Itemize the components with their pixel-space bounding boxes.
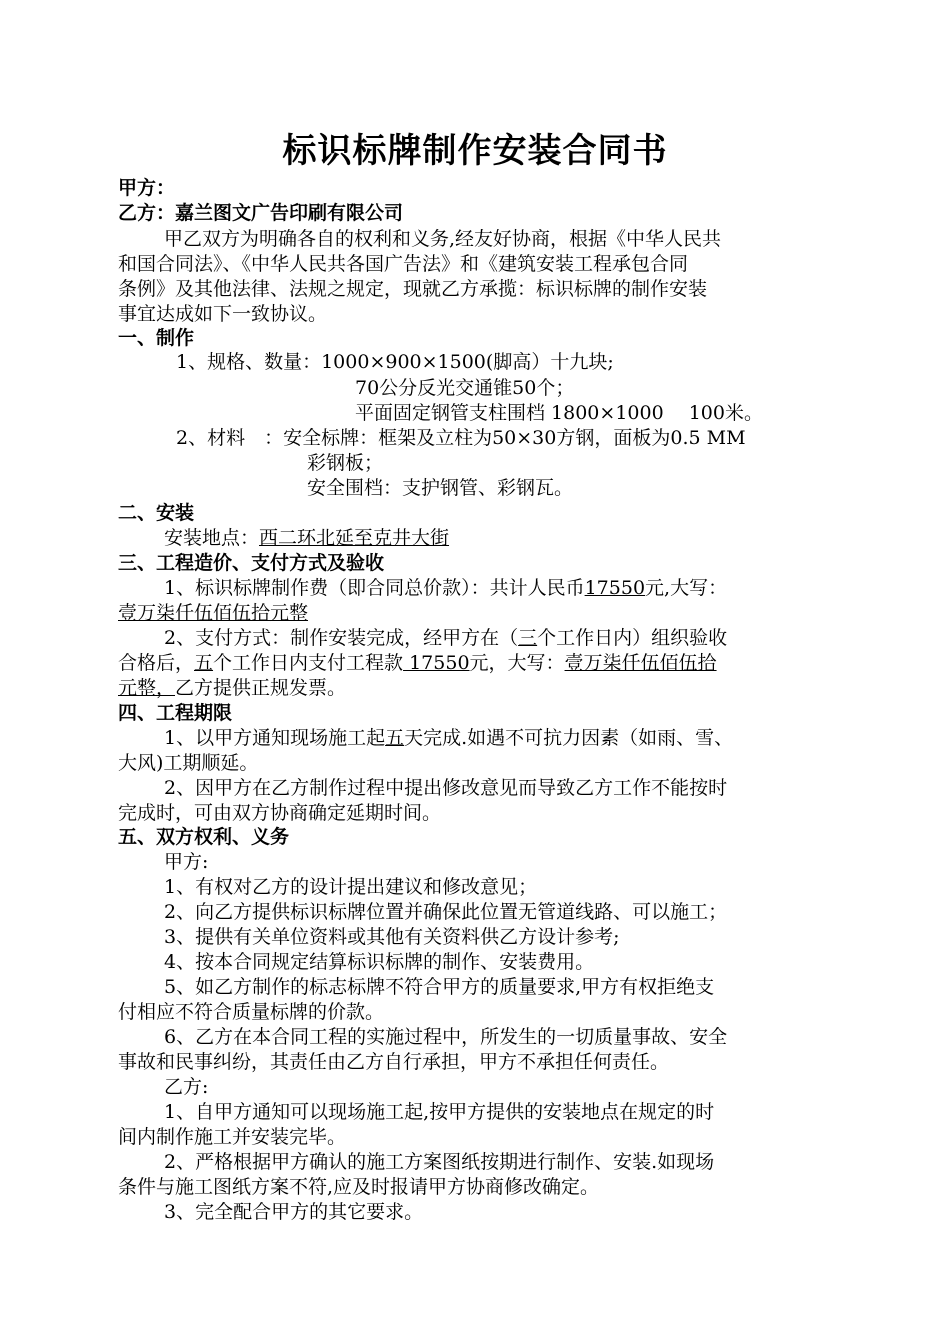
material-line: 2、材料 ：安全标牌：框架及立柱为50×30方钢，面板为0.5 MM (176, 427, 746, 449)
intro-line: 事宜达成如下一致协议。 (118, 303, 328, 325)
schedule-line: 2、因甲方在乙方制作过程中提出修改意见而导致乙方工作不能按时 (164, 777, 728, 799)
section-heading-production: 一、制作 (118, 327, 195, 349)
install-location-line (164, 526, 884, 550)
payment-text: 个工作日内支付工程款 (213, 652, 404, 674)
duty-line: 事故和民事纠纷，其责任由乙方自行承担，甲方不承担任何责任。 (118, 1051, 670, 1073)
party-a-duties-label: 甲方: (164, 851, 209, 873)
price-words: 壹万柒仟伍佰伍拾元整 (118, 602, 309, 624)
section-heading-schedule: 四、工程期限 (118, 702, 233, 724)
schedule-days: 五 (385, 727, 405, 749)
payment-text: 合格后， (118, 652, 195, 674)
section-heading-installation: 二、安装 (118, 502, 195, 524)
intro-line: 甲乙双方为明确各自的权利和义务,经友好协商，根据《中华人民共 (164, 228, 722, 250)
duty-line: 2、向乙方提供标识标牌位置并确保此位置无管道线路、可以施工； (164, 901, 728, 923)
install-location-value: 西二环北延至克井大街 (259, 527, 450, 549)
party-b-duties-label: 乙方: (164, 1076, 209, 1098)
duty-line: 3、提供有关单位资料或其他有关资料供乙方设计参考; (164, 926, 620, 948)
schedule-text: 天完成.如遇不可抗力因素（如雨、雪、 (404, 727, 734, 749)
payment-line (164, 626, 884, 650)
intro-line: 和国合同法》、《中华人民共各国广告法》和《建筑安装工程承包合同 (118, 253, 689, 275)
payment-text: 乙方提供正规发票。 (175, 677, 347, 699)
schedule-line: 完成时，可由双方协商确定延期时间。 (118, 802, 442, 824)
duty-line: 2、严格根据甲方确认的施工方案图纸按期进行制作、安装.如现场 (164, 1151, 715, 1173)
payment-line (118, 676, 838, 700)
schedule-line: 大风)工期顺延。 (118, 752, 259, 774)
duty-line: 5、如乙方制作的标志标牌不符合甲方的质量要求,甲方有权拒绝支 (164, 976, 715, 998)
duty-line: 间内制作施工并安装完毕。 (118, 1126, 347, 1148)
payment-words: 壹万柒仟伍佰伍拾 (564, 652, 717, 674)
payment-text: 2、支付方式：制作安装完成，经甲方在（ (164, 627, 519, 649)
duty-line: 4、按本合同规定结算标识标牌的制作、安装费用。 (164, 951, 595, 973)
price-amount: 17550 (584, 577, 646, 599)
duty-line: 3、完全配合甲方的其它要求。 (164, 1201, 424, 1223)
spec-line: 70公分反光交通锥50个； (355, 377, 575, 399)
party-b-line: 乙方：嘉兰图文广告印刷有限公司 (118, 202, 404, 224)
duty-line: 1、自甲方通知可以现场施工起,按甲方提供的安装地点在规定的时 (164, 1101, 715, 1123)
price-line (118, 601, 838, 625)
payment-words: 元整， (118, 677, 176, 699)
material-line: 安全围档：支护钢管、彩钢瓦。 (307, 477, 574, 499)
spec-line: 1、规格、数量：1000×900×1500(脚高）十九块; (176, 351, 614, 373)
payment-text: 元，大写： (469, 652, 565, 674)
material-line: 彩钢板； (307, 452, 384, 474)
install-location-label: 安装地点： (164, 527, 260, 549)
duty-line: 1、有权对乙方的设计提出建议和修改意见； (164, 876, 538, 898)
schedule-text: 1、以甲方通知现场施工起 (164, 727, 386, 749)
price-text: 1、标识标牌制作费（即合同总价款）：共计人民币 (164, 577, 585, 599)
payment-days: 五 (194, 652, 214, 674)
spec-line: 平面固定钢管支柱围档 1800×1000 100米。 (355, 402, 763, 424)
document-title: 标识标牌制作安装合同书 (282, 131, 668, 171)
section-heading-price: 三、工程造价、支付方式及验收 (118, 552, 385, 574)
payment-days: 三 (518, 627, 538, 649)
price-line (164, 576, 884, 600)
section-heading-rights: 五、双方权利、义务 (118, 826, 290, 848)
schedule-line (164, 726, 884, 750)
payment-text: 个工作日内）组织验收 (537, 627, 728, 649)
duty-line: 6、乙方在本合同工程的实施过程中，所发生的一切质量事故、安全 (164, 1026, 728, 1048)
payment-amount: 17550 (403, 652, 470, 674)
payment-line (118, 651, 838, 675)
duty-line: 付相应不符合质量标牌的价款。 (118, 1001, 385, 1023)
duty-line: 条件与施工图纸方案不符,应及时报请甲方协商修改确定。 (118, 1176, 600, 1198)
party-a-line: 甲方： (118, 177, 176, 199)
price-text: 元,大写： (645, 577, 728, 599)
intro-line: 条例》及其他法律、法规之规定，现就乙方承揽：标识标牌的制作安装 (118, 278, 708, 300)
